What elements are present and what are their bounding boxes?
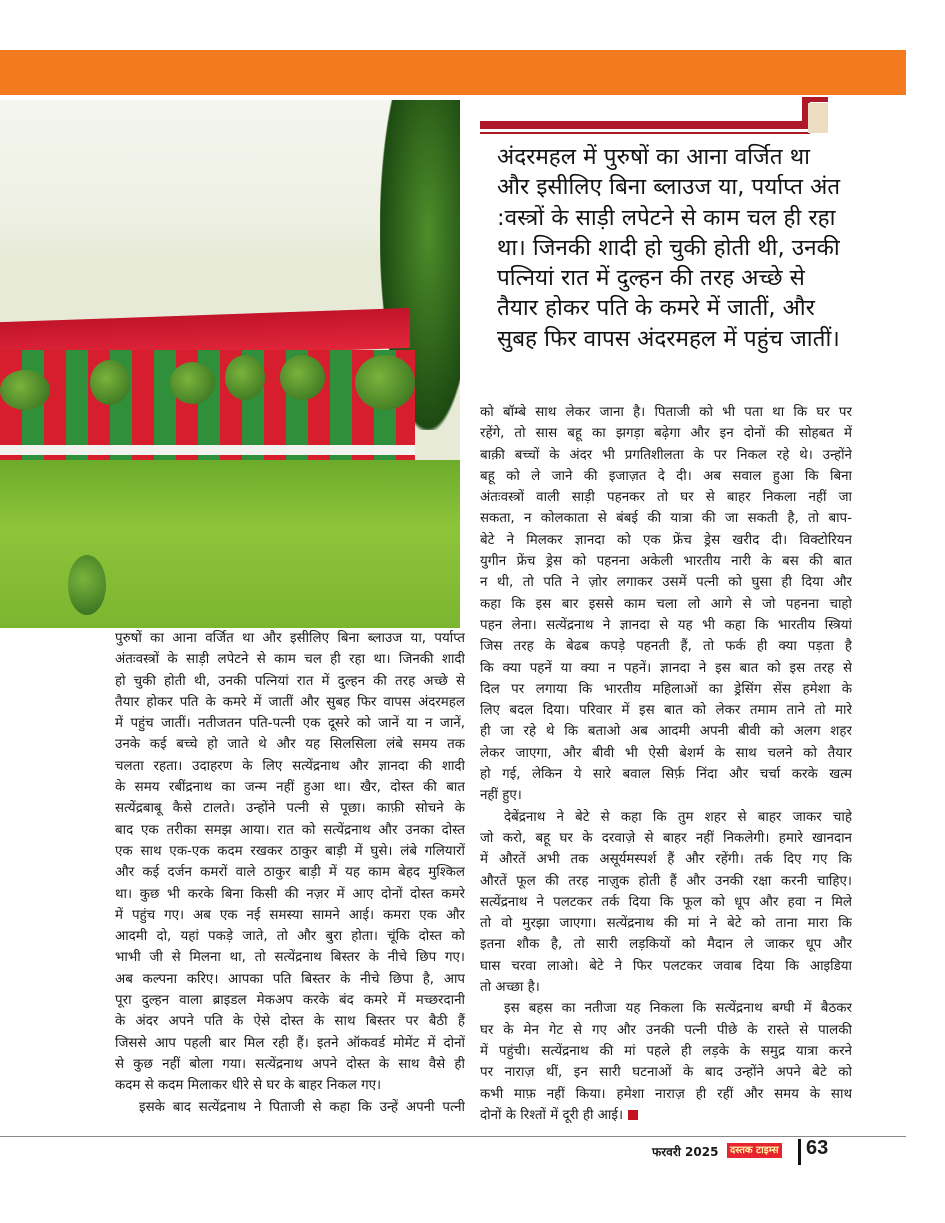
paragraph-line: लेकर जाएगा, और बीवी भी ऐसी बेशर्म के साथ चलने को तैयार [480,745,852,761]
quote-accent-block [808,103,828,133]
paragraph-line: सत्येंद्रनाथ ने पलटकर तर्क दिया कि फूल को धूप और हवा न मिले [480,894,852,910]
paragraph-line: पहन लेना। सत्येंद्रनाथ ने ज्ञानदा से यह भी कहा कि भारतीय स्त्रियां [480,617,852,633]
photo-shrub [225,355,265,400]
paragraph-line: दिल पर लगाया कि भारतीय महिलाओं का ड्रेसिंग सेंस हमेशा के [480,681,852,697]
footer-rule [0,1136,906,1137]
paragraph-line: बाद एक तरीका समझ आया। रात को सत्येंद्रनाथ और उनका दोस्त [115,822,465,838]
paragraph-line: में पहुंच गए। अब एक नई समस्या सामने आई। कमरा एक और [115,907,465,923]
paragraph-line: बहू को ले जाने की इजाज़त दे दी। अब सवाल हुआ कि बिना [480,468,852,484]
quote-rule-corner-top [806,97,828,102]
paragraph-line: इस बहस का नतीजा यह निकला कि सत्येंद्रनाथ बग्घी में बैठकर [504,1001,852,1017]
photo-lawn [0,460,460,628]
paragraph-line: में पहुंच जातीं। नतीजतन पति-पत्नी एक दूसरे को जानें या न जानें, [115,716,465,732]
paragraph-line: आदमी दो, यहां पकड़े जाते, तो और बुरा होता। चूंकि दोस्त को [115,929,465,945]
paragraph-line: बाक़ी बच्चों के अंदर भी प्रगतिशीलता के पर निकल रहे थे। उन्होंने [480,447,852,463]
photo-shrub [170,362,215,404]
pull-quote: अंदरमहल में पुरुषों का आना वर्जित था और इसीलिए बिना ब्लाउज या, पर्याप्त अंत :वस्त्रों के साड़ी लपेटने से काम चल ही रहा था। जिनकी शादी हो चुकी होती थी, उनकी पत्नियां रात में दुल्हन की तरह अच्छे से तैयार होकर पति के कमरे में जातीं, और सुबह फिर वापस अंदरमहल में पहुंच जातीं। [497,144,841,352]
paragraph-line: तैयार होकर पति के कमरे में जातीं और सुबह फिर वापस अंदरमहल [115,694,465,710]
footer-magazine-logo: दस्तक टाइम्स [727,1143,782,1158]
paragraph-line: तो अच्छा है। [480,980,540,996]
paragraph-line: ही जा रहे थे कि बताओ अब आदमी अपनी बीवी को अलग शहर [480,724,852,740]
paragraph-line: सकता, न कोलकाता से बंबई की यात्रा की जा सकती है, तो बाप- [480,511,852,527]
paragraph-line: के अंदर अपने पति के ऐसे दोस्त के साथ बिस्तर पर बैठी हैं [115,1014,465,1030]
photo-balcony [0,445,415,455]
article-column-right [480,402,852,1126]
paragraph-line: कि क्या पहनें या क्या न पहनें। ज्ञानदा ने इस बात को इस तरह से [480,660,852,676]
paragraph-line: दोनों के रिश्तों में दूरी ही आई। [480,1105,852,1126]
paragraph-line: इसके बाद सत्येंद्रनाथ ने पिताजी से कहा कि उन्हें अपनी पत्नी [139,1099,465,1115]
paragraph-line: अंतःवस्त्रों के साड़ी लपेटने से काम चल ही रहा था। जिनकी शादी [115,652,465,668]
footer-divider [798,1139,801,1165]
paragraph-line: पर नाराज़ थीं, इन सारी घटनाओं के बाद उन्होंने अपने बेटे को [480,1065,852,1081]
paragraph-line: कहा कि इस बार इससे काम चला लो आगे से जो पहनना चाहो [480,596,852,612]
paragraph-line: में औरतें अभी तक असूर्यमस्पर्श हैं और रहेंगी। तर्क दिए गए कि [480,852,852,868]
header-band [0,50,906,95]
paragraph-line: एक साथ एक-एक कदम रखकर ठाकुर बाड़ी में घुसे। लंबे गलियारों [115,843,465,859]
paragraph-line: के समय रबींद्रनाथ का जन्म नहीं हुआ था। खैर, दोस्त की बात [115,780,465,796]
paragraph-line: इतना शौक है, तो सारी लड़कियों को मैदान ले जाकर धूप और [480,937,852,953]
photo-shrub [90,360,130,405]
photo-shrub [0,370,50,410]
article-column-left [115,628,465,1118]
paragraph-line: न थी, तो पति ने ज़ोर लगाकर उसमें पत्नी को घुसा ही दिया और [480,575,852,591]
photo-shrub [68,555,106,615]
quote-rule-thin [480,132,810,134]
paragraph-line: बेटे ने मिलकर ज्ञानदा को एक फ्रेंच ड्रेस खरीद दी। विक्टोरियन [480,532,852,548]
paragraph-line: हो चुकी होती थी, उनकी पत्नियां रात में दुल्हन की तरह अच्छे से [115,673,465,689]
paragraph-line: युगीन फ्रेंच ड्रेस को पहनना अकेली भारतीय नारी के बस की बात [480,554,852,570]
paragraph-line: पुरुषों का आना वर्जित था और इसीलिए बिना ब्लाउज या, पर्याप्त [115,631,465,646]
paragraph-line: नहीं हुए। [480,788,522,804]
paragraph-line: रहेंगे, तो सास बहू का झगड़ा बढ़ेगा और इन दोनों की सोहबत में [480,426,852,442]
paragraph-line: भाभी जी से मिलना था, तो सत्येंद्रनाथ बिस्तर के नीचे छिप गए। [115,950,465,966]
paragraph-line: को बॉम्बे साथ लेकर जाना है। पिताजी को भी पता था कि घर पर [480,405,852,420]
photo-shrub [280,355,325,400]
paragraph-line: जिस तरह के बेढब कपड़े पहनती हैं, तो फर्क ही क्या पड़ता है [480,639,852,655]
footer-date: फरवरी 2025 [652,1145,719,1159]
paragraph-line: और कई दर्जन कमरों वाले ठाकुर बाड़ी में यह काम बेहद मुश्किल [115,865,465,881]
paragraph-line: से कुछ नहीं बोला गया। सत्येंद्रनाथ अपने दोस्त के साथ वैसे ही [115,1056,465,1072]
paragraph-line: औरतें फूल की तरह नाज़ुक होती हैं और उनकी रक्षा करनी चाहिए। [480,873,852,889]
paragraph-line: कदम से कदम मिलाकर धीरे से घर के बाहर निकल गए। [115,1078,382,1094]
paragraph-line: चलता रहता। उदाहरण के लिए सत्येंद्रनाथ और ज्ञानदा की शादी [115,758,465,774]
paragraph-line: तो वो मुरझा जाएगा। सत्येंद्रनाथ की मां ने बेटे को ताना मारा कि [480,916,852,932]
paragraph-line: जो करो, बहू घर के दरवाज़े से बाहर नहीं निकलेगी। हमारे खानदान [480,830,852,846]
paragraph-line: कभी माफ़ नहीं किया। हमेशा नाराज़ ही रहीं और समय के साथ [480,1086,852,1102]
paragraph-line: हो गई, लेकिन ये सारे बवाल सिर्फ़ निंदा और चर्चा करके खत्म [480,767,852,783]
paragraph-line: अंतःवस्त्रों वाली साड़ी पहनकर तो घर से बाहर निकला नहीं जा [480,490,852,506]
page-number: 63 [806,1137,829,1159]
paragraph-line: में पहुंची। सत्येंद्रनाथ की मां पहले ही लड़के के समुद्र यात्रा करने [480,1043,852,1059]
quote-rule [480,121,810,129]
paragraph-line: अब कल्पना करिए। आपका पति बिस्तर के नीचे छिपा है, आप [115,971,465,987]
article-photo-thakur-bari [0,100,460,628]
end-of-article-mark [628,1110,638,1120]
paragraph-line: सत्येंद्रबाबू कैसे टालते। उन्होंने पत्नी से पूछा। काफ़ी सोचने के [115,801,465,817]
paragraph-line: घर के मेन गेट से गए और उनकी पत्नी पीछे के रास्ते से पालकी [480,1022,852,1038]
paragraph-line: घास चरवा लाओ। बेटे ने फिर पलटकर जवाब दिया कि आइडिया [480,958,852,974]
paragraph-line: था। कुछ भी करके बिना किसी की नज़र में आए दोनों दोस्त कमरे [115,886,465,902]
paragraph-line: जिससे आप पहली बार मिल रही हैं। इतने ऑकवर्ड मोमेंट में दोनों [115,1035,465,1051]
paragraph-line: पूरा दुल्हन वाला ब्राइडल मेकअप करके बंद कमरे में मच्छरदानी [115,993,465,1009]
paragraph-line: उनके कई बच्चे हो जाते थे और यह सिलसिला लंबे समय तक [115,737,465,753]
paragraph-line: देबेंद्रनाथ ने बेटे से कहा कि तुम शहर से बाहर जाकर चाहे [504,809,852,825]
paragraph-line: लिए बदल दिया। परिवार में इस बात को लेकर तमाम ताने तो मारे [480,703,852,719]
photo-shrub [355,355,415,410]
